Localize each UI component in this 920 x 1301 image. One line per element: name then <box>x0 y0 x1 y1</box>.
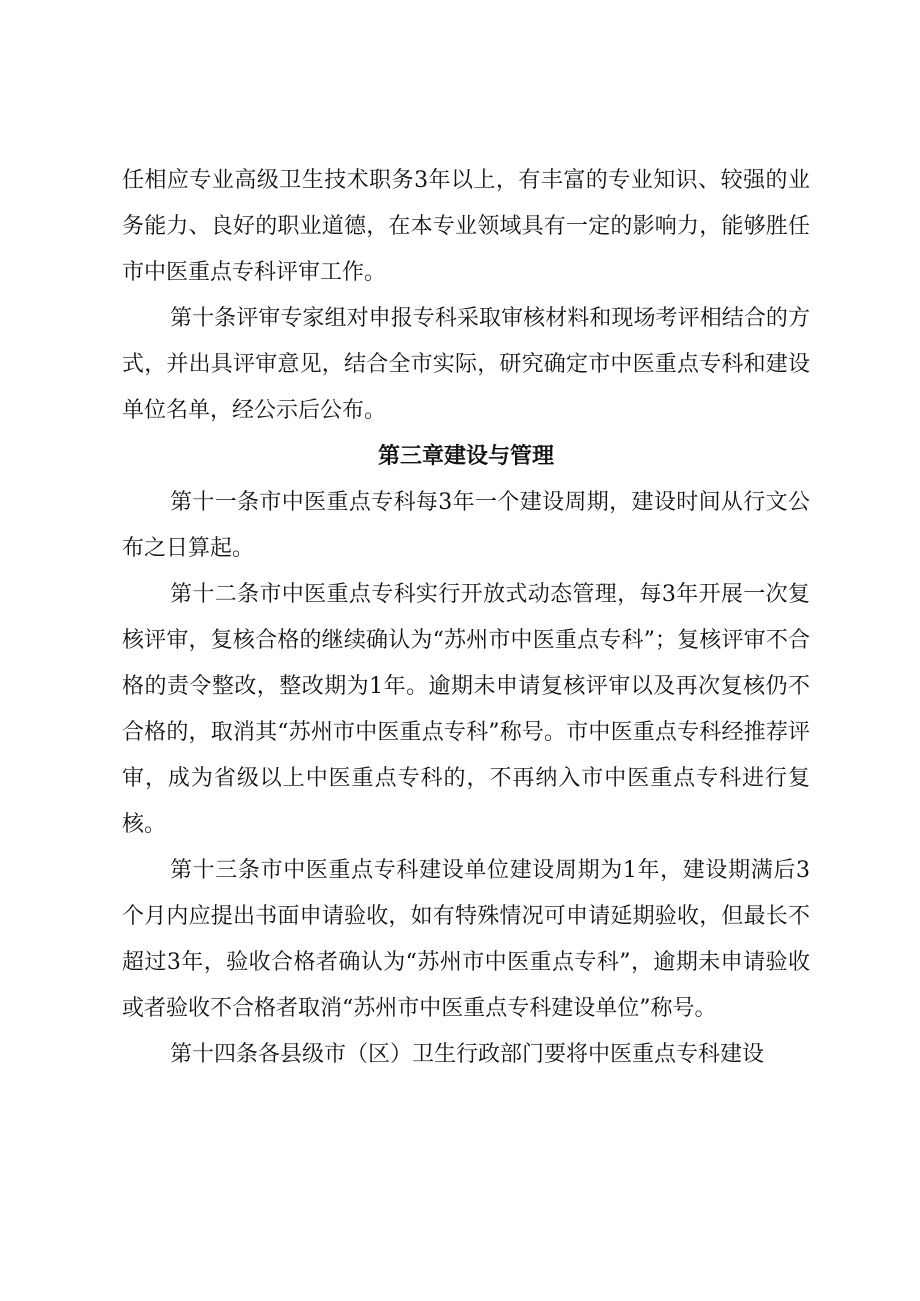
article-13: 第十三条市中医重点专科建设单位建设周期为1年，建设期满后3个月内应提出书面申请验收，如有特殊情况可申请延期验收，但最长不超过3年，验收合格者确认为“苏州市中医重点专科”，逾期未申请验收或者验收不合格者取消“苏州市中医重点专科建设单位”称号。 <box>122 858 810 1021</box>
article-10: 第十条评审专家组对申报专科采取审核材料和现场考评相结合的方式，并出具评审意见，结合全市实际，研究确定市中医重点专科和建设单位名单，经公示后公布。 <box>122 306 810 423</box>
paragraph-continuation: 任相应专业高级卫生技术职务3年以上，有丰富的专业知识、较强的业务能力、良好的职业道德，在本专业领域具有一定的影响力，能够胜任市中医重点专科评审工作。 <box>122 168 810 285</box>
article-11: 第十一条市中医重点专科每3年一个建设周期，建设时间从行文公布之日算起。 <box>122 490 810 561</box>
document-body <box>122 158 810 1078</box>
chapter-3-heading: 第三章建设与管理 <box>377 444 554 469</box>
article-12: 第十二条市中医重点专科实行开放式动态管理，每3年开展一次复核评审，复核合格的继续确认为“苏州市中医重点专科”；复核评审不合格的责令整改，整改期为1年。逾期未申请复核评审以及再次复核仍不合格的，取消其“苏州市中医重点专科”称号。市中医重点专科经推荐评审，成为省级以上中医重点专科的，不再纳入市中医重点专科进行复核。 <box>122 582 810 837</box>
article-14: 第十四条各县级市（区）卫生行政部门要将中医重点专科建设 <box>170 1042 765 1067</box>
